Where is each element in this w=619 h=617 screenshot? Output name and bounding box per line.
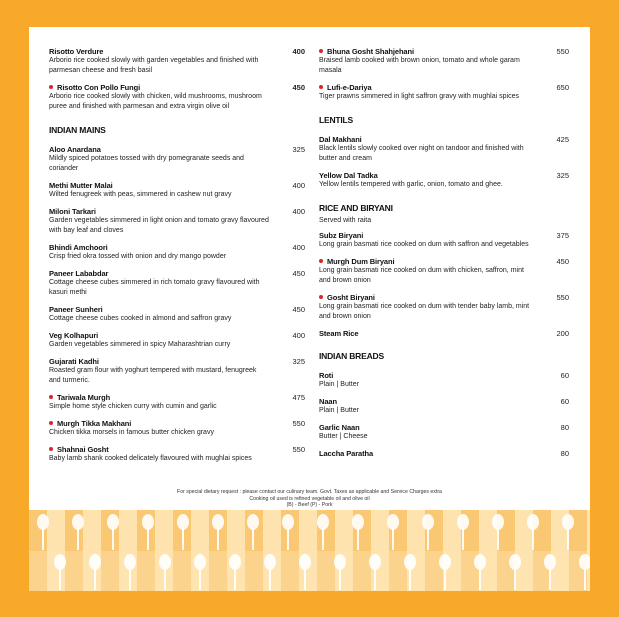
menu-item-name-text: Paneer Lababdar xyxy=(49,269,109,278)
menu-item xyxy=(49,393,305,412)
menu-item-name-text: Dal Makhani xyxy=(319,135,362,144)
menu-item-price: 550 xyxy=(556,47,569,56)
red-dot-icon xyxy=(49,395,53,399)
menu-item-name xyxy=(49,419,305,428)
menu-item-name-text: Murgh Tikka Makhani xyxy=(57,419,132,428)
menu-item-name-text: Steam Rice xyxy=(319,329,359,338)
red-dot-icon xyxy=(49,85,53,89)
menu-item xyxy=(49,83,305,112)
menu-item-price: 400 xyxy=(292,47,305,56)
menu-item-name xyxy=(319,329,569,338)
menu-item-description: Garden vegetables simmered in light onion and tomato gravy flavoured with bay leaf and cloves xyxy=(49,217,269,234)
menu-item-name xyxy=(319,257,569,266)
menu-item-description: Long grain basmati rice cooked on dum with tender baby lamb, mint and brown onion xyxy=(319,303,530,320)
menu-page xyxy=(29,27,590,591)
menu-item-description: Garden vegetables simmered in spicy Maharashtrian curry xyxy=(49,341,231,348)
menu-item-name-text: Garlic Naan xyxy=(319,423,360,432)
menu-item-price: 450 xyxy=(292,305,305,314)
section-note: Served with raita xyxy=(319,217,372,224)
menu-item-name-text: Lufi-e-Dariya xyxy=(327,83,372,92)
spoon-icon xyxy=(457,514,469,530)
menu-item-description: Mildly spiced potatoes tossed with dry pomegranate seeds and coriander xyxy=(49,155,244,172)
menu-item xyxy=(319,47,569,76)
menu-item-price: 475 xyxy=(292,393,305,402)
footer-note-oil: Cooking oil used is refined vegetable oil and olive oil xyxy=(249,495,370,502)
menu-item-description: Chicken tikka morsels in famous butter chicken gravy xyxy=(49,429,214,436)
menu-item-description: Black lentils slowly cooked over night on tandoor and finished with butter and cream xyxy=(319,145,524,162)
spoon-icon xyxy=(387,514,399,530)
menu-item-name-text: Bhindi Amchoori xyxy=(49,243,108,252)
menu-item-price: 550 xyxy=(556,293,569,302)
menu-item-description: Butter | Cheese xyxy=(319,433,368,440)
menu-item-name xyxy=(319,47,569,56)
spoon-icon xyxy=(37,514,49,530)
menu-item-name-text: Bhuna Gosht Shahjehani xyxy=(327,47,414,56)
menu-item-name xyxy=(49,181,305,190)
menu-item-name xyxy=(319,171,569,180)
menu-item xyxy=(49,269,305,298)
menu-item-description: Roasted gram flour with yoghurt tempered with mustard, fenugreek and turmeric. xyxy=(49,367,257,384)
section-heading: LENTILS xyxy=(319,115,354,125)
spoon-icon xyxy=(439,554,451,570)
spoon-icon xyxy=(404,554,416,570)
spoon-icon xyxy=(492,514,504,530)
menu-item-price: 650 xyxy=(556,83,569,92)
menu-item-description: Cottage cheese cubes simmered in rich tomato gravy flavoured with kasuri methi xyxy=(49,279,260,296)
spoon-icon xyxy=(317,514,329,530)
menu-item-name xyxy=(319,293,569,302)
menu-item-name-text: Yellow Dal Tadka xyxy=(319,171,378,180)
menu-item-name-text: Murgh Dum Biryani xyxy=(327,257,395,266)
menu-item-name-text: Miloni Tarkari xyxy=(49,207,96,216)
spoon-icon xyxy=(107,514,119,530)
spoon-icon xyxy=(579,554,590,570)
menu-item xyxy=(319,449,569,458)
red-dot-icon xyxy=(49,421,53,425)
menu-item xyxy=(49,181,305,200)
spoon-icon xyxy=(352,514,364,530)
spoon-icon xyxy=(562,514,574,530)
menu-item-description: Baby lamb shank cooked delicately flavoured with mughlai spices xyxy=(49,455,252,462)
menu-item-name xyxy=(49,83,305,92)
menu-item-price: 325 xyxy=(556,171,569,180)
menu-item-description: Plain | Butter xyxy=(319,381,359,388)
spoon-icon xyxy=(527,514,539,530)
footer-note-legend: (B) - Beef (P) - Pork xyxy=(286,502,333,508)
menu-item-name xyxy=(49,305,305,314)
menu-item-price: 325 xyxy=(292,357,305,366)
menu-item xyxy=(319,231,569,250)
red-dot-icon xyxy=(319,85,323,89)
red-dot-icon xyxy=(319,259,323,263)
menu-item xyxy=(49,305,305,324)
menu-item-name xyxy=(319,135,569,144)
spoon-icon xyxy=(89,554,101,570)
menu-item-description: Long grain basmati rice cooked on dum with saffron and vegetables xyxy=(319,241,529,248)
menu-item-name xyxy=(319,449,569,458)
menu-item-name xyxy=(319,231,569,240)
footer-note-dietary: For special dietary request : please contact our culinary team. Govt. Taxes as applicable and Service Charges extra xyxy=(177,489,442,495)
menu-item-name xyxy=(49,243,305,252)
menu-item-name-text: Tariwala Murgh xyxy=(57,393,111,402)
spoon-icon xyxy=(369,554,381,570)
section-heading: INDIAN MAINS xyxy=(49,125,106,135)
menu-item xyxy=(49,207,305,236)
menu-item-description: Braised lamb cooked with brown onion, tomato and whole garam masala xyxy=(319,57,520,74)
spoon-icon xyxy=(124,554,136,570)
menu-item-name xyxy=(49,269,305,278)
section-heading: RICE AND BIRYANI xyxy=(319,203,393,213)
menu-item-name-text: Subz Biryani xyxy=(319,231,364,240)
menu-item xyxy=(49,357,305,386)
menu-item-price: 425 xyxy=(556,135,569,144)
menu-item xyxy=(319,83,569,102)
spoon-icon xyxy=(247,514,259,530)
menu-item-name xyxy=(49,445,305,454)
menu-item-name xyxy=(49,393,305,402)
menu-item-name xyxy=(49,357,305,366)
menu-item-price: 400 xyxy=(292,243,305,252)
spoon-icon xyxy=(474,554,486,570)
spoon-icon xyxy=(72,514,84,530)
menu-item xyxy=(49,445,305,464)
menu-item-name xyxy=(49,207,305,216)
menu-item-price: 325 xyxy=(292,145,305,154)
menu-item-price: 550 xyxy=(292,445,305,454)
menu-item xyxy=(319,329,569,338)
menu-item-name xyxy=(319,397,569,406)
menu-item-price: 550 xyxy=(292,419,305,428)
menu-item xyxy=(319,397,569,416)
spoon-icon xyxy=(212,514,224,530)
menu-item xyxy=(319,171,569,190)
menu-column-right xyxy=(319,47,569,465)
menu-item-description: Yellow lentils tempered with garlic, onion, tomato and ghee. xyxy=(319,181,503,188)
menu-item-description: Cottage cheese cubes cooked in almond and saffron gravy xyxy=(49,315,232,322)
menu-item-description: Wilted fenugreek with peas, simmered in cashew nut gravy xyxy=(49,191,232,198)
spoon-icon xyxy=(54,554,66,570)
menu-item-description: Crisp fried okra tossed with onion and dry mango powder xyxy=(49,253,227,260)
menu-item-name-text: Gujarati Kadhi xyxy=(49,357,99,366)
menu-item-description: Tiger prawns simmered in light saffron gravy with mughlai spices xyxy=(319,93,519,100)
menu-item-price: 375 xyxy=(556,231,569,240)
menu-item xyxy=(319,293,569,322)
menu-item xyxy=(49,243,305,262)
menu-item-name-text: Naan xyxy=(319,397,337,406)
spoon-icon xyxy=(159,554,171,570)
spoon-icon xyxy=(422,514,434,530)
menu-item-description: Simple home style chicken curry with cumin and garlic xyxy=(49,403,217,410)
menu-item-name xyxy=(49,145,305,154)
spoon-icon xyxy=(177,514,189,530)
menu-item-price: 80 xyxy=(560,449,569,458)
spoon-icon xyxy=(334,554,346,570)
menu-item-price: 450 xyxy=(292,83,305,92)
menu-item-name-text: Risotto Verdure xyxy=(49,47,104,56)
spoon-pattern-banner xyxy=(29,510,590,591)
menu-item xyxy=(49,47,305,76)
spoon-icon xyxy=(509,554,521,570)
red-dot-icon xyxy=(319,49,323,53)
menu-item-name-text: Roti xyxy=(319,371,334,380)
menu-item-price: 400 xyxy=(292,331,305,340)
menu-item-name-text: Veg Kolhapuri xyxy=(49,331,99,340)
red-dot-icon xyxy=(49,447,53,451)
menu-item xyxy=(319,423,569,442)
menu-item-name-text: Paneer Sunheri xyxy=(49,305,103,314)
menu-item xyxy=(319,371,569,390)
menu-item-name-text: Shahnai Gosht xyxy=(57,445,109,454)
menu-footer xyxy=(29,489,590,509)
menu-item-name-text: Aloo Anardana xyxy=(49,145,101,154)
menu-item-name-text: Risotto Con Pollo Fungi xyxy=(57,83,141,92)
section-heading: INDIAN BREADS xyxy=(319,351,384,361)
menu-item-name-text: Gosht Biryani xyxy=(327,293,375,302)
menu-item xyxy=(49,145,305,174)
menu-item-name xyxy=(49,47,305,56)
menu-item-price: 60 xyxy=(560,397,569,406)
menu-item-name-text: Methi Mutter Malai xyxy=(49,181,113,190)
menu-item xyxy=(319,257,569,286)
menu-item-name-text: Laccha Paratha xyxy=(319,449,374,458)
spoon-icon xyxy=(264,554,276,570)
menu-item-name xyxy=(319,423,569,432)
menu-item-description: Long grain basmati rice cooked on dum with chicken, saffron, mint and brown onion xyxy=(319,267,524,284)
menu-item-price: 450 xyxy=(556,257,569,266)
spoon-icon xyxy=(194,554,206,570)
menu-item-price: 450 xyxy=(292,269,305,278)
menu-item-price: 80 xyxy=(560,423,569,432)
menu-item xyxy=(49,331,305,350)
menu-item-description: Plain | Butter xyxy=(319,407,359,414)
spoon-icon xyxy=(282,514,294,530)
menu-item-price: 400 xyxy=(292,181,305,190)
menu-item-price: 400 xyxy=(292,207,305,216)
menu-item-price: 200 xyxy=(556,329,569,338)
menu-item-price: 60 xyxy=(560,371,569,380)
menu-item-name xyxy=(49,331,305,340)
spoon-icon xyxy=(142,514,154,530)
red-dot-icon xyxy=(319,295,323,299)
menu-item-description: Arborio rice cooked slowly with garden vegetables and finished with parmesan cheese and fresh basil xyxy=(49,57,259,74)
menu-item xyxy=(49,419,305,438)
spoon-icon xyxy=(299,554,311,570)
menu-item-description: Arborio rice cooked slowly with chicken, wild mushrooms, mushroom puree and finished with parmesan and extra virgin olive oil xyxy=(49,93,262,110)
menu-item xyxy=(319,135,569,164)
menu-item-name xyxy=(319,83,569,92)
spoon-icon xyxy=(229,554,241,570)
menu-item-name xyxy=(319,371,569,380)
menu-column-left xyxy=(49,47,305,471)
spoon-icon xyxy=(544,554,556,570)
